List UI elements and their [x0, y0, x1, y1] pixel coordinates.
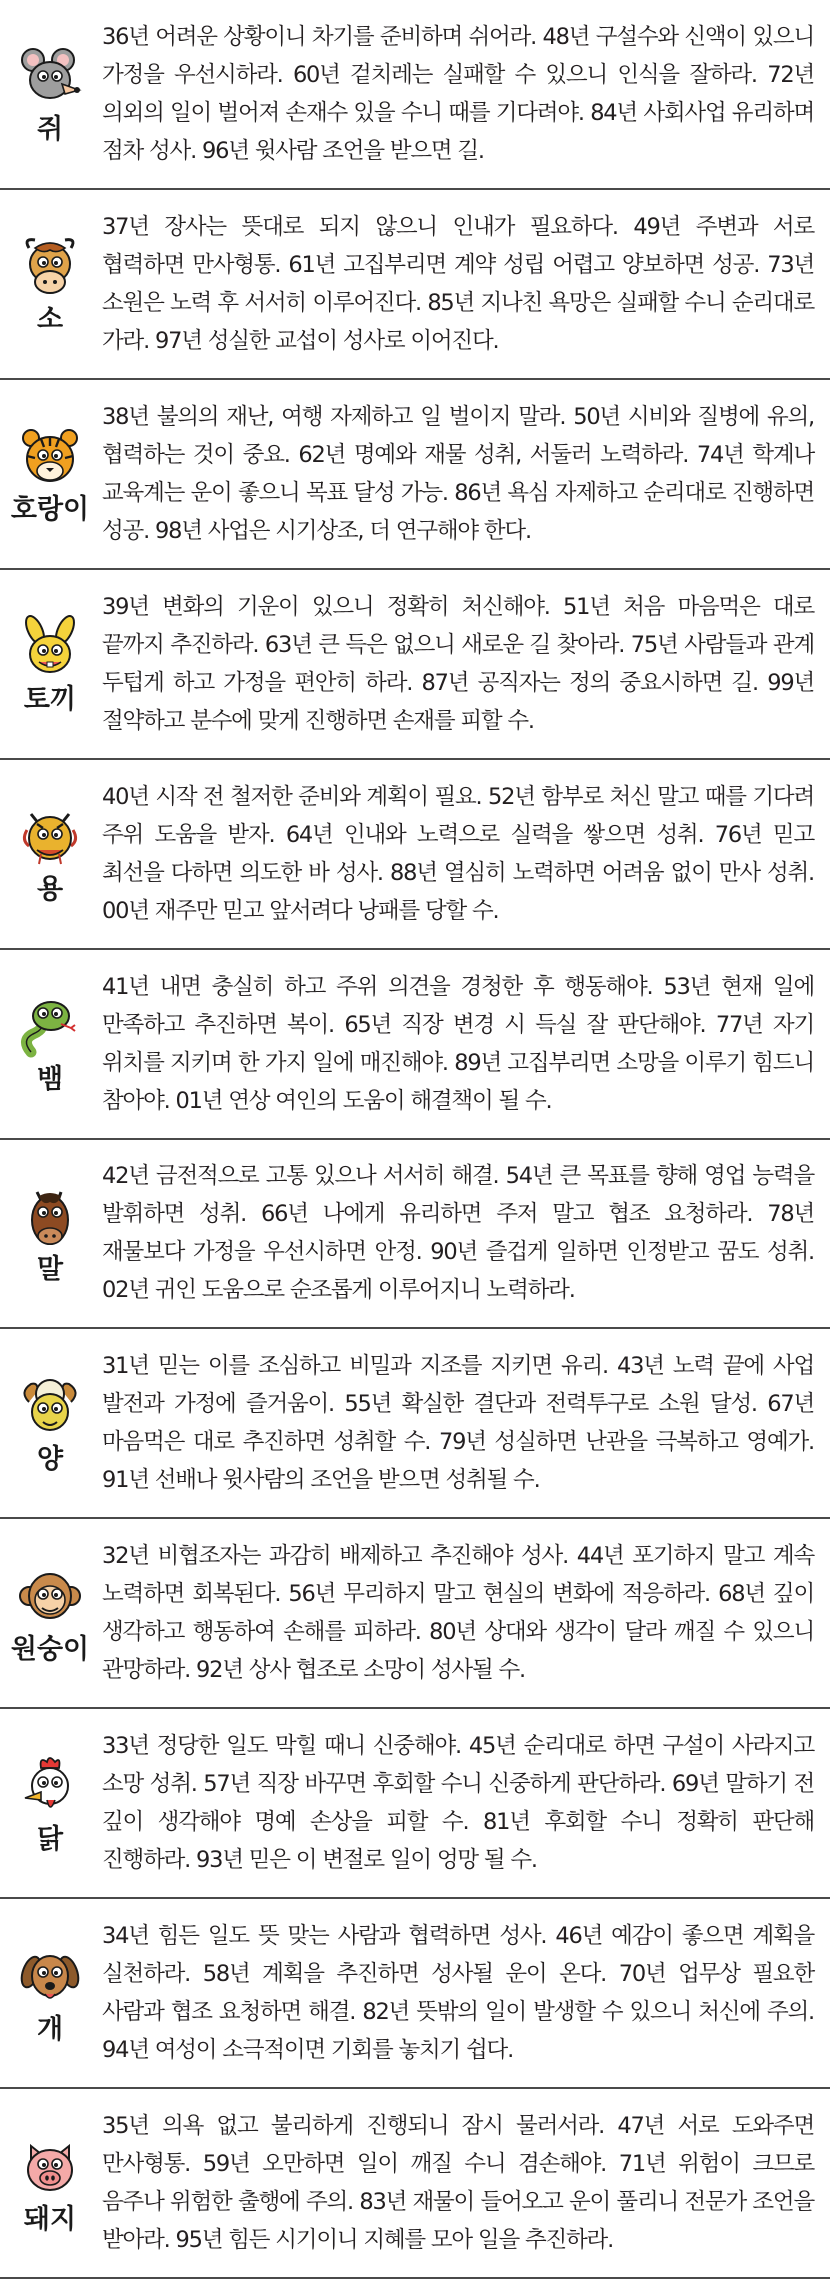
rabbit-icon [17, 614, 83, 680]
fortune-text: 33년 정당한 일도 막힐 때니 신중해야. 45년 순리대로 하면 구설이 사라지고 소망 성취. 57년 직장 바꾸면 후회할 수니 신중하게 판단하라. 69년 말하기 전 깊이 생각해야 명예 손상을 피할 수. 81년 후회할 수니 정확히 판단해 진행하라. 93년 믿은 이 변절로 일이 엉망 될 수. [102, 1733, 814, 1874]
animal-cell [0, 1329, 100, 1517]
fortune-text: 40년 시작 전 철저한 준비와 계획이 필요. 52년 함부로 처신 말고 때를 기다려 주위 도움을 받자. 64년 인내와 노력으로 실력을 쌓으면 성취. 76년 믿고 최선을 다하면 의도한 바 성사. 88년 열심히 노력하면 어려움 없이 만사 성취. 00년 재주만 믿고 앞서려다 낭패를 당할 수. [102, 783, 814, 924]
animal-name: 쥐 [36, 114, 64, 146]
pig-icon [17, 2134, 83, 2200]
fortune-text-cell [100, 1329, 830, 1517]
fortune-text-cell [100, 760, 830, 948]
animal-name: 용 [36, 874, 64, 906]
fortune-row-dog [0, 1899, 830, 2089]
animal-cell [0, 190, 100, 378]
fortune-row-dragon [0, 760, 830, 950]
fortune-row-horse [0, 1140, 830, 1330]
fortune-text: 35년 의욕 없고 불리하게 진행되니 잠시 물러서라. 47년 서로 도와주면 만사형통. 59년 오만하면 일이 깨질 수니 겸손해야. 71년 위험이 크므로 음주나 위험한 출행에 주의. 83년 재물이 들어오고 운이 풀리니 전문가 조언을 받아라. 95년 힘든 시기이니 지혜를 모아 일을 추진하라. [102, 2113, 814, 2254]
fortune-text-cell [100, 1140, 830, 1328]
sheep-icon [17, 1374, 83, 1440]
horse-icon [17, 1184, 83, 1250]
fortune-text-cell [100, 570, 830, 758]
fortune-text: 41년 내면 충실히 하고 주위 의견을 경청한 후 행동해야. 53년 현재 일에 만족하고 추진하면 복이. 65년 직장 변경 시 득실 잘 판단해야. 77년 자기 위치를 지키며 한 가지 일에 매진해야. 89년 고집부리면 소망을 이루기 힘드니 참아야. 01년 연상 여인의 도움이 해결책이 될 수. [102, 973, 814, 1114]
animal-name: 소 [36, 304, 64, 336]
fortune-text: 38년 불의의 재난, 여행 자제하고 일 벌이지 말라. 50년 시비와 질병에 유의, 협력하는 것이 중요. 62년 명예와 재물 성취, 서둘러 노력하라. 74년 학계나 교육계는 운이 좋으니 목표 달성 가능. 86년 욕심 자제하고 순리대로 진행하면 성공. 98년 사업은 시기상조, 더 연구해야 한다. [102, 403, 814, 544]
rat-icon [17, 44, 83, 110]
fortune-row-ox [0, 190, 830, 380]
fortune-row-snake [0, 950, 830, 1140]
fortune-row-rooster [0, 1709, 830, 1899]
fortune-row-pig [0, 2089, 830, 2279]
animal-name: 닭 [36, 1823, 64, 1855]
fortune-text: 32년 비협조자는 과감히 배제하고 추진해야 성사. 44년 포기하지 말고 계속 노력하면 회복된다. 56년 무리하지 말고 현실의 변화에 적응하라. 68년 깊이 생각하고 행동하여 손해를 피하라. 80년 상대와 생각이 달라 깨질 수 있으니 관망하라. 92년 상사 협조로 소망이 성사될 수. [102, 1543, 814, 1684]
ox-icon [17, 234, 83, 300]
animal-name: 호랑이 [10, 494, 90, 526]
animal-cell [0, 1519, 100, 1707]
fortune-text: 34년 힘든 일도 뜻 맞는 사람과 협력하면 성사. 46년 예감이 좋으면 계획을 실천하라. 58년 계획을 추진하면 성사될 운이 온다. 70년 업무상 필요한 사람과 협조 요청하면 해결. 82년 뜻밖의 일이 발생할 수 있으니 처신에 주의. 94년 여성이 소극적이면 기회를 놓치기 쉽다. [102, 1923, 814, 2064]
fortune-text: 39년 변화의 기운이 있으니 정확히 처신해야. 51년 처음 마음먹은 대로 끝까지 추진하라. 63년 큰 득은 없으니 새로운 길 찾아라. 75년 사람들과 관계 두텁게 하고 가정을 편안히 하라. 87년 공직자는 정의 중요시하면 길. 99년 절약하고 분수에 맞게 진행하면 손재를 피할 수. [102, 593, 814, 734]
animal-name: 말 [36, 1253, 64, 1285]
animal-cell [0, 1709, 100, 1897]
animal-cell [0, 380, 100, 568]
animal-name: 뱀 [36, 1064, 64, 1096]
fortune-row-monkey [0, 1519, 830, 1709]
animal-cell [0, 0, 100, 188]
rooster-icon [17, 1754, 83, 1820]
fortune-row-tiger [0, 380, 830, 570]
fortune-text-cell [100, 950, 830, 1138]
dragon-icon [17, 804, 83, 870]
fortune-row-rabbit [0, 570, 830, 760]
animal-name: 돼지 [23, 2203, 77, 2235]
fortune-text-cell [100, 1899, 830, 2087]
animal-cell [0, 570, 100, 758]
animal-name: 원숭이 [10, 1633, 90, 1665]
animal-cell [0, 760, 100, 948]
snake-icon [17, 994, 83, 1060]
fortune-row-rat [0, 0, 830, 190]
animal-cell [0, 1899, 100, 2087]
fortune-text-cell [100, 190, 830, 378]
animal-name: 토끼 [23, 684, 77, 716]
fortune-text: 31년 믿는 이를 조심하고 비밀과 지조를 지키면 유리. 43년 노력 끝에 사업 발전과 가정에 즐거움이. 55년 확실한 결단과 전력투구로 소원 달성. 67년 마음먹은 대로 추진하면 성취할 수. 79년 성실하면 난관을 극복하고 영예가. 91년 선배나 윗사람의 조언을 받으면 성취될 수. [102, 1353, 814, 1494]
fortune-text: 42년 금전적으로 고통 있으나 서서히 해결. 54년 큰 목표를 향해 영업 능력을 발휘하면 성취. 66년 나에게 유리하면 주저 말고 협조 요청하라. 78년 재물보다 가정을 우선시하면 안정. 90년 즐겁게 일하면 인정받고 꿈도 성취. 02년 귀인 도움으로 순조롭게 이루어지니 노력하라. [102, 1163, 814, 1304]
fortune-text-cell [100, 1519, 830, 1707]
dog-icon [17, 1944, 83, 2010]
animal-cell [0, 950, 100, 1138]
animal-name: 양 [36, 1443, 64, 1475]
fortune-text-cell [100, 0, 830, 188]
tiger-icon [17, 424, 83, 490]
fortune-text-cell [100, 1709, 830, 1897]
fortune-text: 36년 어려운 상황이니 차기를 준비하며 쉬어라. 48년 구설수와 신액이 있으니 가정을 우선시하라. 60년 겉치레는 실패할 수 있으니 인식을 잘하라. 72년 의외의 일이 벌어져 손재수 있을 수니 때를 기다려야. 84년 사회사업 유리하며 점차 성사. 96년 윗사람 조언을 받으면 길. [102, 23, 814, 164]
fortune-text: 37년 장사는 뜻대로 되지 않으니 인내가 필요하다. 49년 주변과 서로 협력하면 만사형통. 61년 고집부리면 계약 성립 어렵고 양보하면 성공. 73년 소원은 노력 후 서서히 이루어진다. 85년 지나친 욕망은 실패할 수니 순리대로 가라. 97년 성실한 교섭이 성사로 이어진다. [102, 213, 814, 354]
animal-name: 개 [36, 2013, 64, 2045]
monkey-icon [17, 1564, 83, 1630]
fortune-text-cell [100, 380, 830, 568]
animal-cell [0, 1140, 100, 1328]
fortune-row-sheep [0, 1329, 830, 1519]
fortune-text-cell [100, 2089, 830, 2277]
animal-cell [0, 2089, 100, 2277]
